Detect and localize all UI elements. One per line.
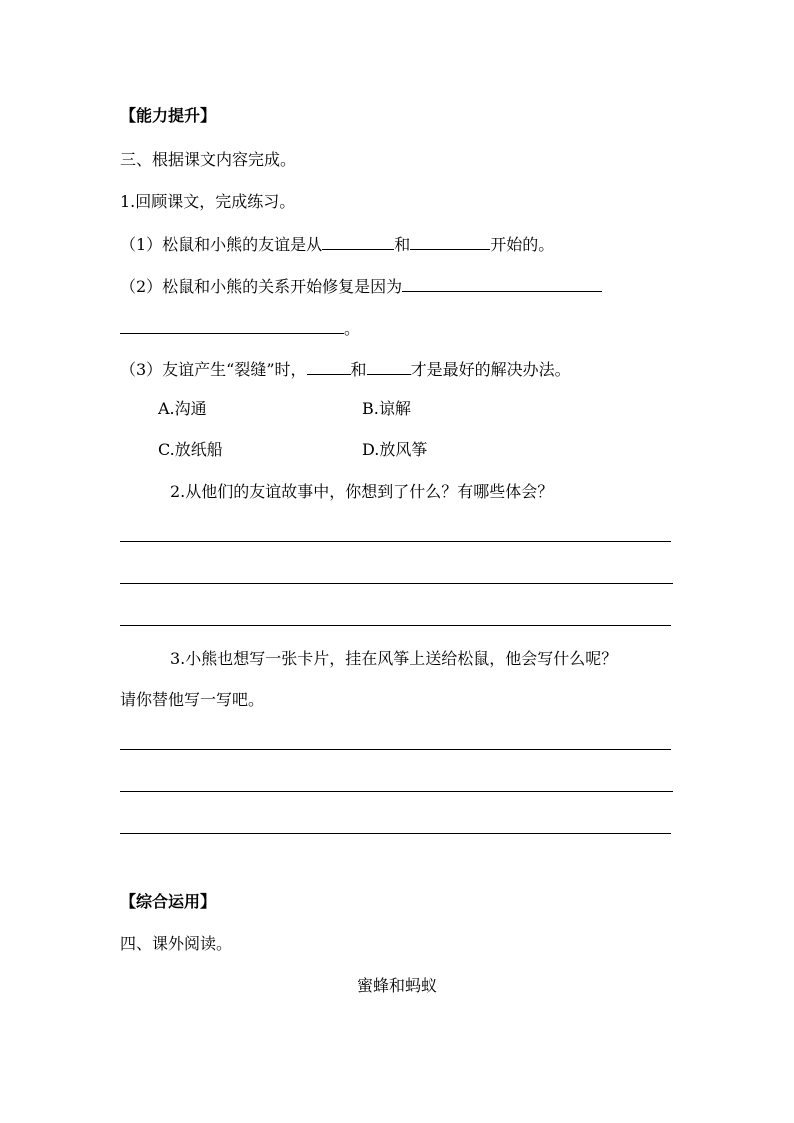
passage-title: 蜜蜂和蚂蚁 bbox=[356, 976, 437, 995]
option-a[interactable]: A.沟通 bbox=[158, 399, 207, 418]
option-c[interactable]: C.放纸船 bbox=[158, 440, 223, 459]
question-3-1-2-cont bbox=[120, 316, 360, 339]
answer-blank-6[interactable] bbox=[367, 357, 411, 375]
answer-blank-2[interactable] bbox=[410, 232, 490, 250]
section-heading-ability: 【能力提升】 bbox=[120, 106, 217, 125]
question-3-title: 三、根据课文内容完成。 bbox=[120, 150, 297, 169]
section-heading-apply: 【综合运用】 bbox=[120, 892, 217, 911]
question-4-title: 四、课外阅读。 bbox=[120, 934, 233, 953]
answer-line[interactable] bbox=[120, 625, 671, 626]
answer-line[interactable] bbox=[120, 541, 671, 542]
answer-blank-3[interactable] bbox=[402, 274, 602, 292]
option-d[interactable]: D.放风筝 bbox=[362, 440, 428, 459]
answer-line[interactable] bbox=[120, 833, 671, 834]
question-3-1-1 bbox=[120, 232, 554, 255]
answer-blank-5[interactable] bbox=[307, 357, 351, 375]
answer-line[interactable] bbox=[120, 791, 673, 792]
q-3-1-2-prefix: （2）松鼠和小熊的关系开始修复是因为 bbox=[120, 277, 403, 296]
question-3-2: 2.从他们的友谊故事中，你想到了什么？有哪些体会？ bbox=[170, 482, 554, 501]
option-b[interactable]: B.谅解 bbox=[362, 399, 411, 418]
question-3-1-intro: 1.回顾课文，完成练习。 bbox=[120, 192, 296, 211]
q-3-1-3-prefix: （3）友谊产生“裂缝”时， bbox=[120, 360, 307, 379]
answer-blank-1[interactable] bbox=[322, 232, 394, 250]
question-3-1-2 bbox=[120, 274, 602, 297]
q-3-1-1-prefix: （1）松鼠和小熊的友谊是从 bbox=[120, 235, 323, 254]
answer-line[interactable] bbox=[120, 749, 671, 750]
question-3-1-3 bbox=[120, 357, 571, 380]
q-3-1-1-mid: 和 bbox=[394, 235, 411, 254]
question-3-3-line-2: 请你替他写一写吧。 bbox=[120, 690, 265, 709]
question-3-3-line-1: 3.小熊也想写一张卡片，挂在风筝上送给松鼠，他会写什么呢？ bbox=[170, 649, 618, 668]
q-3-1-3-mid: 和 bbox=[350, 360, 367, 379]
q-3-1-2-end: 。 bbox=[344, 319, 361, 338]
answer-blank-4[interactable] bbox=[120, 316, 344, 334]
answer-line[interactable] bbox=[120, 583, 673, 584]
q-3-1-3-suffix: 才是最好的解决办法。 bbox=[410, 360, 571, 379]
q-3-1-1-suffix: 开始的。 bbox=[490, 235, 555, 254]
